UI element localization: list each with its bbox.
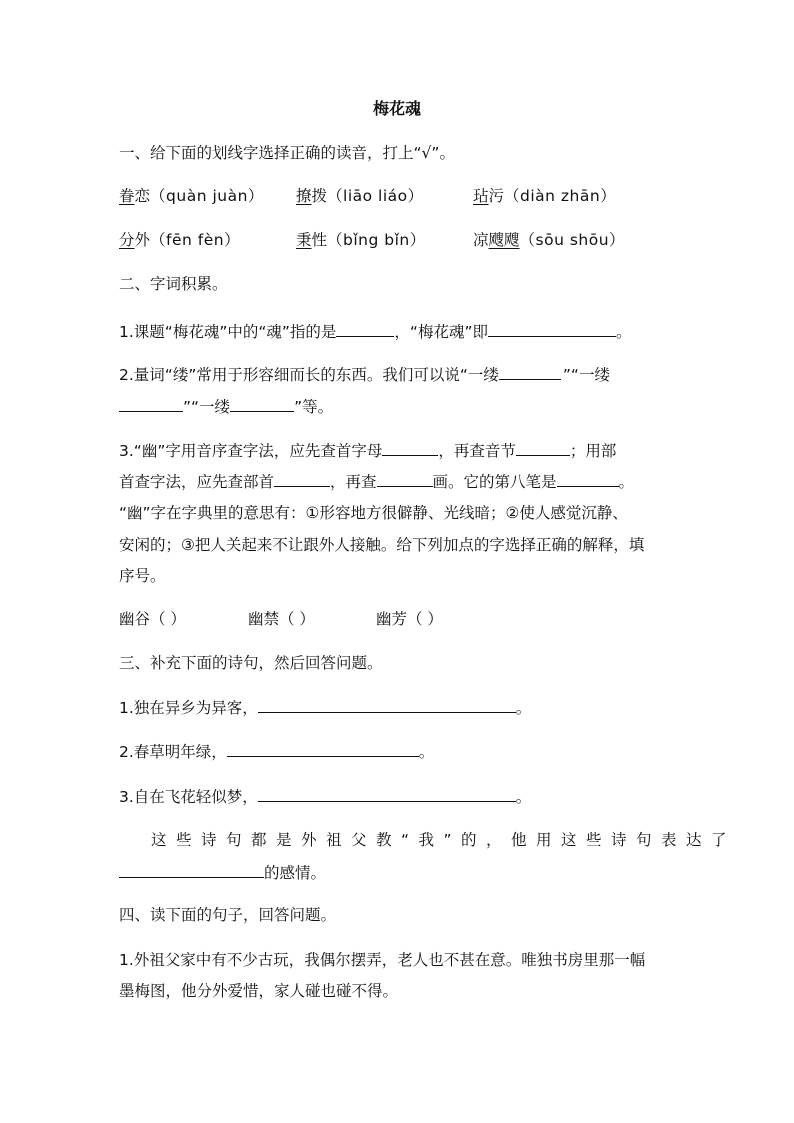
section1-heading: 一、给下面的划线字选择正确的读音，打上“√”。 [119,144,455,162]
choice-item: 幽芳（ ） [376,610,443,628]
poem-end: 。 [418,743,435,761]
item-text: 恋 [134,187,151,205]
poem-question: 这些诗句都是外祖父教“我”的，他用这些诗句表达了 [151,831,737,849]
question-text: 首查字法，应先查部首 [119,473,275,491]
question-text: 1.课题“梅花魂”中的“魂”指的是 [119,323,337,341]
underlined-char: 撩 [296,187,312,205]
pinyin-options: （fēn fèn） [150,231,241,249]
question-text: 2.量词“缕”常用于形容细而长的东西。我们可以说“一缕 [119,366,499,384]
question-2-1 [119,320,632,343]
reading-passage-cont: 墨梅图，他分外爱惜，家人碰也碰不得。 [119,982,399,1000]
pinyin-item [296,185,424,207]
answer-blank[interactable] [230,395,294,412]
answer-blank[interactable] [488,320,616,337]
pinyin-options: （bǐng bǐn） [327,231,426,249]
answer-blank[interactable] [499,363,561,380]
question-text: 。 [615,323,632,341]
pinyin-options: （sōu shōu） [519,231,626,249]
answer-blank[interactable] [258,785,516,802]
section4-heading: 四、读下面的句子，回答问题。 [119,906,337,924]
section3-heading: 三、补充下面的诗句，然后回答问题。 [119,654,383,672]
answer-blank[interactable] [382,439,438,456]
poem-question-cont [119,861,326,884]
poem-text: 2.春草明年绿， [119,743,227,761]
answer-blank[interactable] [227,740,419,757]
question-text: 。 [618,473,635,491]
poem-line-3 [119,785,531,808]
question-2-2-cont [119,395,333,418]
pinyin-item [119,229,240,251]
question-2-3 [119,439,616,462]
item-text: 外 [134,231,151,249]
underlined-char: 分 [119,231,135,249]
question-2-3-meaning: “幽”字在字典里的意思有：①形容地方很僻静、光线暗；②使人感觉沉静、 [119,504,628,522]
question-text: ”等。 [294,398,334,416]
item-text: 拨 [311,187,328,205]
answer-blank[interactable] [377,470,433,487]
pinyin-item [296,229,426,251]
underlined-char: 玷 [473,187,489,205]
answer-blank[interactable] [336,320,394,337]
pinyin-item [473,185,616,207]
question-text: ”“一缕 [562,366,610,384]
question-2-2 [119,363,610,386]
poem-end: 。 [515,788,532,806]
choice-item: 幽禁（ ） [248,610,315,628]
reading-passage: 1.外祖父家中有不少古玩，我偶尔摆弄，老人也不甚在意。唯独书房里那一幅 [119,951,646,969]
answer-blank[interactable] [557,470,619,487]
question-2-3-meaning-cont: 安闲的；③把人关起来不让跟外人接触。给下列加点的字选择正确的解释，填 [119,536,645,554]
underlined-char: 眷 [119,187,135,205]
page-title: 梅花魂 [372,99,421,118]
poem-line-1 [119,696,531,719]
answer-blank[interactable] [119,861,264,878]
question-text: 的感情。 [264,864,327,882]
section2-heading: 二、字词积累。 [119,275,228,293]
question-text: ，“梅花魂”即 [394,323,488,341]
pinyin-options: （diàn zhān） [504,187,617,205]
poem-end: 。 [515,699,532,717]
answer-blank[interactable] [274,470,330,487]
item-text: 凉 [473,231,489,249]
pinyin-options: （liāo liáo） [327,187,424,205]
question-2-3-cont [119,470,634,493]
question-text: ；用部 [569,442,617,460]
question-text: 3.“幽”字用音序查字法，应先查首字母 [119,442,383,460]
item-text: 性 [311,231,328,249]
question-text: ，再查音节 [438,442,516,460]
poem-line-2 [119,740,434,763]
pinyin-item [119,185,264,207]
answer-blank[interactable] [119,395,183,412]
question-text: ”“一缕 [183,398,231,416]
underlined-char: 秉 [296,231,312,249]
pinyin-options: （quàn juàn） [150,187,264,205]
question-text: ，再查 [330,473,377,491]
answer-blank[interactable] [516,439,570,456]
underlined-char: 飕飕 [488,231,520,249]
question-2-3-end: 序号。 [119,567,166,585]
choice-item: 幽谷（ ） [119,610,186,628]
poem-text: 3.自在飞花轻似梦， [119,788,258,806]
item-text: 污 [488,187,505,205]
answer-blank[interactable] [258,696,516,713]
pinyin-item [473,229,625,251]
poem-text: 1.独在异乡为异客， [119,699,258,717]
question-text: 画。它的第八笔是 [432,473,557,491]
